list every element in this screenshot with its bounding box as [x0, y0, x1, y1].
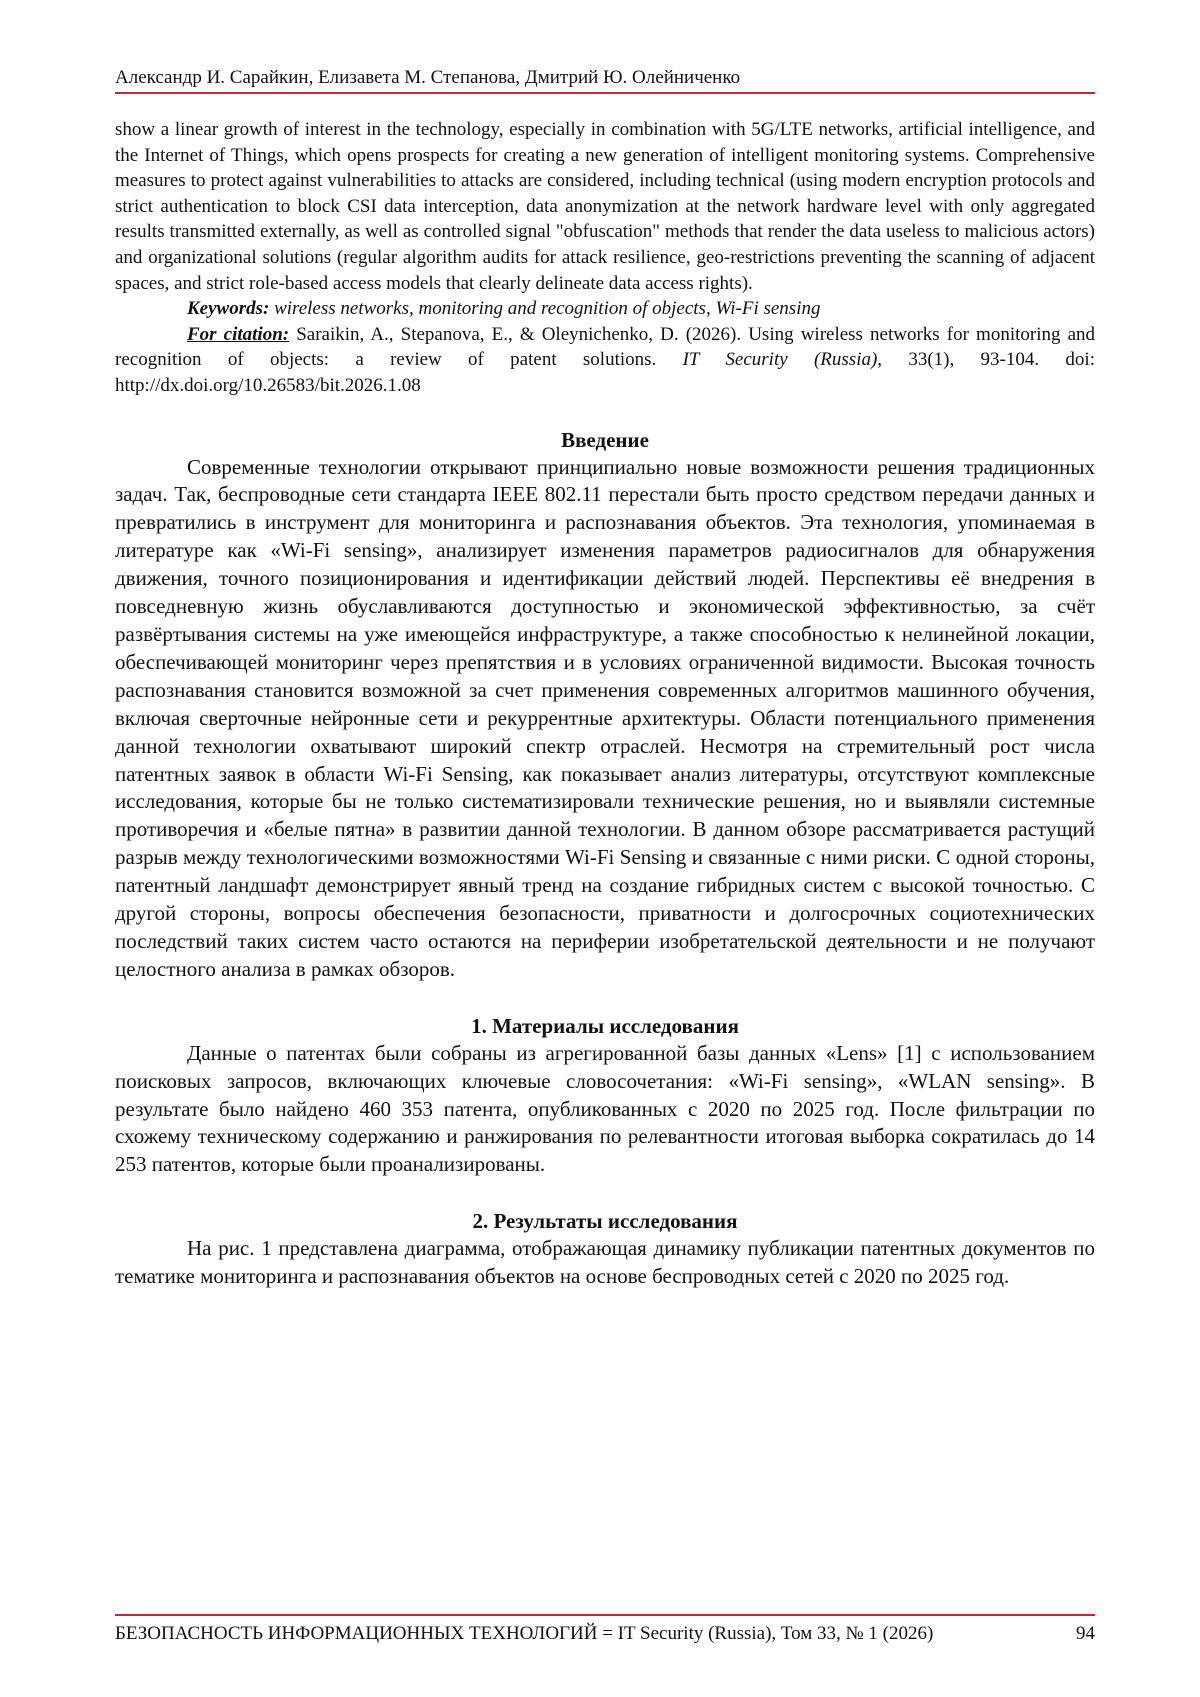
intro-paragraph: Современные технологии открывают принципиально новые возможности решения традиционных задач. Так, беспроводные сети стандарта IEEE 802.11 перестали быть просто средством передачи данных и превратились в инструмент для мониторинга и распознавания объектов. Эта технология, упоминаемая в литературе как «Wi-Fi sensing», анализирует изменения параметров радиосигналов для обнаружения движения, точного позиционирования и идентификации действий людей. Перспективы её внедрения в повседневную жизнь обуславливаются доступностью и экономической эффективностью, за счёт развёртывания системы на уже имеющейся инфраструктуре, а также способностью к нелинейной локации, обеспечивающей мониторинг через препятствия и в условиях ограниченной видимости. Высокая точность распознавания становится возможной за счет применения современных алгоритмов машинного обучения, включая сверточные нейронные сети и рекуррентные архитектуры. Области потенциального применения данной технологии охватывают широкий спектр отраслей. Несмотря на стремительный рост числа патентных заявок в области Wi-Fi Sensing, как показывает анализ литературы, отсутствуют комплексные исследования, которые бы не только систематизировали технические решения, но и выявляли системные противоречия и «белые пятна» в развитии данной технологии. В данном обзоре рассматривается растущий разрыв между технологическими возможностями Wi-Fi Sensing и связанные с ними риски. С одной стороны, патентный ландшафт демонстрирует явный тренд на создание гибридных систем с высокой точностью. С другой стороны, вопросы обеспечения безопасности, приватности и долгосрочных социотехнических последствий таких систем часто остаются на периферии изобретательской деятельности и не получают целостного анализа в рамках обзоров. — [115, 454, 1095, 981]
citation-doi: 33(1), 93-104. doi: http://dx.doi.org/10.26583/bit.2026.1.08 — [115, 349, 1095, 396]
page-footer — [115, 1622, 1095, 1646]
abstract-continuation: show a linear growth of interest in the technology, especially in combination with 5G/LTE networks, artificial intelligence, and the Internet of Things, which opens prospects for creating a new generation of intelligent monitoring systems. Comprehensive measures to protect against vulnerabilities to attacks are considered, including technical (using modern encryption protocols and strict authentication to block CSI data interception, data anonymization at the network hardware level with only aggregated results transmitted externally, as well as controlled signal "obfuscation" methods that render the data useless to malicious actors) and organizational solutions (regular algorithm audits for attack resilience, geo-restrictions preventing the scanning of adjacent spaces, and strict role-based access models that clearly delineate data access rights). — [115, 119, 1095, 294]
citation-label: For citation: — [187, 323, 290, 345]
body-text — [115, 117, 1095, 1291]
footer-journal: БЕЗОПАСНОСТЬ ИНФОРМАЦИОННЫХ ТЕХНОЛОГИЙ = IT Security (Russia), Том 33, № 1 (2026) — [115, 1623, 934, 1644]
intro-heading: Введение — [561, 427, 649, 452]
keywords-text: wireless networks, monitoring and recognition of objects, Wi-Fi sensing — [274, 298, 821, 320]
citation — [115, 322, 1095, 399]
keywords-label: Keywords: — [187, 298, 270, 320]
section2-paragraph: На рис. 1 представлена диаграмма, отображающая динамику публикации патентных документов по тематике мониторинга и распознавания объектов на основе беспроводных сетей с 2020 по 2025 год. — [115, 1236, 1095, 1289]
section1-paragraph: Данные о патентах были собраны из агрегированной базы данных «Lens» [1] с использованием поисковых запросов, включающих ключевые словосочетания: «Wi-Fi sensing», «WLAN sensing». В результате было найдено 460 353 патента, опубликованных с 2020 по 2025 год. После фильтрации по схожему техническому содержанию и ранжирования по релевантности итоговая выборка сократилась до 14 253 патентов, которые были проанализированы. — [115, 1040, 1095, 1177]
page-number: 94 — [1076, 1623, 1095, 1644]
keywords — [115, 296, 1095, 322]
running-head-authors: Александр И. Сарайкин, Елизавета М. Степанова, Дмитрий Ю. Олейниченко — [115, 67, 741, 88]
header-rule — [115, 92, 1095, 94]
citation-text: Saraikin, A., Stepanova, E., & Oleynichenko, D. (2026). Using wireless networks for monitoring and recognition of objects: a review of patent solutions. — [115, 323, 1096, 371]
citation-journal: IT Security (Russia), — [682, 349, 883, 371]
footer-rule — [115, 1614, 1095, 1616]
section2-heading: 2. Результаты исследования — [472, 1209, 738, 1234]
section1-heading: 1. Материалы исследования — [471, 1013, 739, 1038]
